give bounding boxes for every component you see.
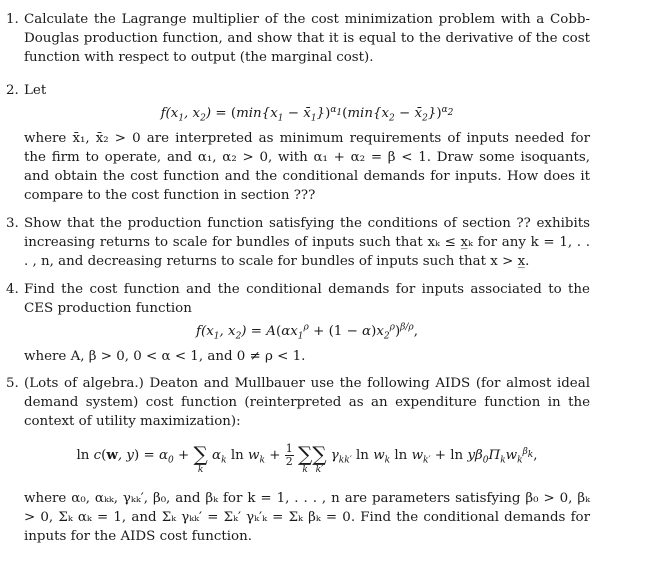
- exercise-intro: Let: [24, 83, 47, 98]
- equation-display: [24, 322, 590, 341]
- exercise-5: [6, 374, 590, 546]
- exercise-text: where x̄₁, x̄₂ > 0 are interpreted as minimum requirements of inputs needed for the firm to operate, and α₁, α₂ > 0, with α₁ + α₂ = β < 1. Draw some isoquants, and obtain the cost function and the conditional demands for inputs. How does it compare to the cost function in section ???: [24, 131, 590, 203]
- exercise-text: Find the cost function and the conditional demands for inputs associated to the CES production function: [24, 282, 590, 316]
- equation: $f(x_1$, $x_2) = A(\alpha x_1^\rho + (1 - \alpha)x_2^\rho)^{\beta/\rho}$,: [196, 322, 418, 342]
- exercise-text: Calculate the Lagrange multiplier of the cost minimization problem with a Cobb-Douglas production function, and show that it is equal to the derivative of the cost function with respect to output (the marginal cost).: [24, 12, 590, 65]
- exercise-4: [6, 280, 590, 366]
- exercise-number: 3.: [6, 216, 19, 231]
- exercise-number: 4.: [6, 282, 19, 297]
- equation: $f(x_1$, $x_2) = (\min\{x_1$ − $x̄_1\})^{\alpha_1}(\min\{x_2$ − $x̄_2\})^{\alpha_2}$: [160, 104, 454, 124]
- exercise-number: 5.: [6, 376, 19, 391]
- exercise-2: [6, 81, 590, 205]
- exercise-text: (Lots of algebra.) Deaton and Mullbauer use the following AIDS (for almost ideal demand system) cost function (reinterpreted as an expenditure function in the context of utility maximization):: [24, 376, 590, 429]
- equation: ln c(w, $y) = \alpha_0$ + ∑ k $\alpha_k$ $\ln w_k$ + $\frac{1}{2}$ ∑ k ∑ k′ $\gamma_{kk'}$ $\ln w_k$ $\ln w_{k'} + \ln y\beta_0\Pi_kw_k^{\beta_k}$,: [76, 442, 538, 475]
- exercise-number: 1.: [6, 12, 19, 27]
- exercise-text: Show that the production function satisfying the conditions of section ?? exhibits increasing returns to scale for bundles of inputs such that xₖ ≤ x̲ₖ for any k = 1, . . . , n, and decreasing returns to scale for bundles of inputs such that x > x̲.: [24, 216, 590, 269]
- exercise-3: [6, 214, 590, 271]
- equation-display: [24, 104, 590, 123]
- exercise-after-text: where α₀, αₖₖ, γₖₖ′, β₀, and βₖ for k = 1, . . . , n are parameters satisfying β₀ > 0, βₖ > 0, Σₖ αₖ = 1, and Σₖ γₖₖ′ = Σₖ′ γₖ′ₖ = Σₖ βₖ = 0. Find the conditional demands for inputs for the AIDS cost function.: [24, 491, 590, 544]
- exercise-number: 2.: [6, 83, 19, 98]
- equation-display: [24, 443, 590, 475]
- exercise-1: [6, 10, 590, 67]
- exercise-after-text: where A, β > 0, 0 < α < 1, and 0 ≠ ρ < 1.: [24, 349, 306, 364]
